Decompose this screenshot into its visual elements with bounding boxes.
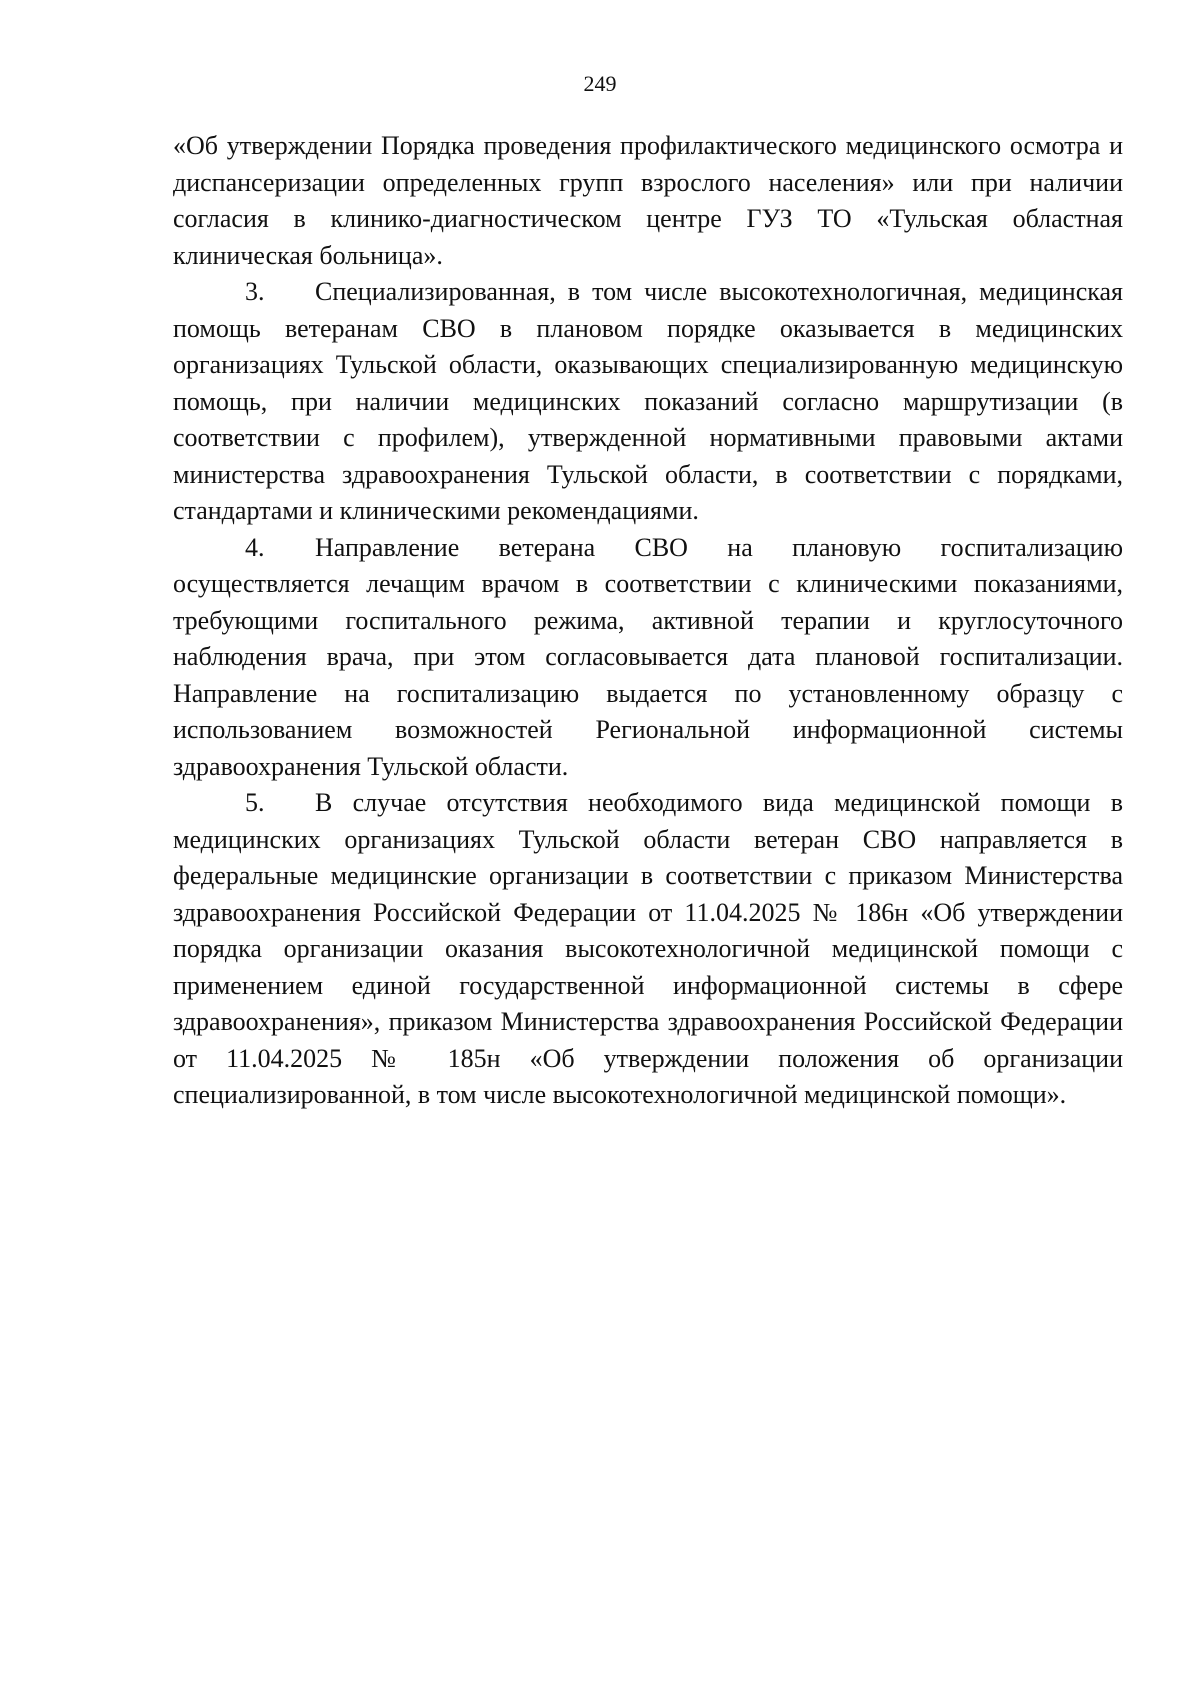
paragraph-number: 5.	[245, 788, 265, 817]
paragraph-text: Направление ветерана СВО на плановую госпитализацию осуществляется лечащим врачом в соответствии с клиническими показаниями, требующими госпитального режима, активной терапии и круглосуточного наблюдения врача, при этом согласовывается дата плановой госпитализации. Направление на госпитализацию выдается по установленному образцу с использованием возможностей Региональной информационной системы здравоохранения Тульской области.	[173, 532, 1123, 781]
paragraph-3	[173, 274, 1123, 530]
paragraph-number: 4.	[245, 532, 265, 562]
paragraph-5	[173, 785, 1123, 1114]
page-number: 249	[583, 71, 617, 96]
paragraph-4	[173, 530, 1123, 786]
paragraph-text: В случае отсутствия необходимого вида медицинской помощи в медицинских организациях Тульской области ветеран СВО направляется в федеральные медицинские организации в соответствии с приказом Министерства здравоохранения Российской Федерации от 11.04.2025 № 186н «Об утверждении порядка организации оказания высокотехнологичной медицинской помощи с применением единой государственной информационной системы в сфере здравоохранения», приказом Министерства здравоохранения Российской Федерации от 11.04.2025 № 185н «Об утверждении положения об организации специализированной, в том числе высокотехнологичной медицинской помощи».	[173, 788, 1123, 1109]
paragraph-continuation	[173, 128, 1123, 274]
paragraph-text: Специализированная, в том числе высокотехнологичная, медицинская помощь ветеранам СВО в плановом порядке оказывается в медицинских организациях Тульской области, оказывающих специализированную медицинскую помощь, при наличии медицинских показаний согласно маршрутизации (в соответствии с профилем), утвержденной нормативными правовыми актами министерства здравоохранения Тульской области, в соответствии с порядками, стандартами и клиническими рекомендациями.	[173, 277, 1123, 525]
document-body	[173, 128, 1123, 1114]
paragraph-text: «Об утверждении Порядка проведения профилактического медицинского осмотра и диспансеризации определенных групп взрослого населения» или при наличии согласия в клинико-диагностическом центре ГУЗ ТО «Тульская областная клиническая больница».	[173, 131, 1123, 270]
paragraph-number: 3.	[245, 277, 265, 306]
